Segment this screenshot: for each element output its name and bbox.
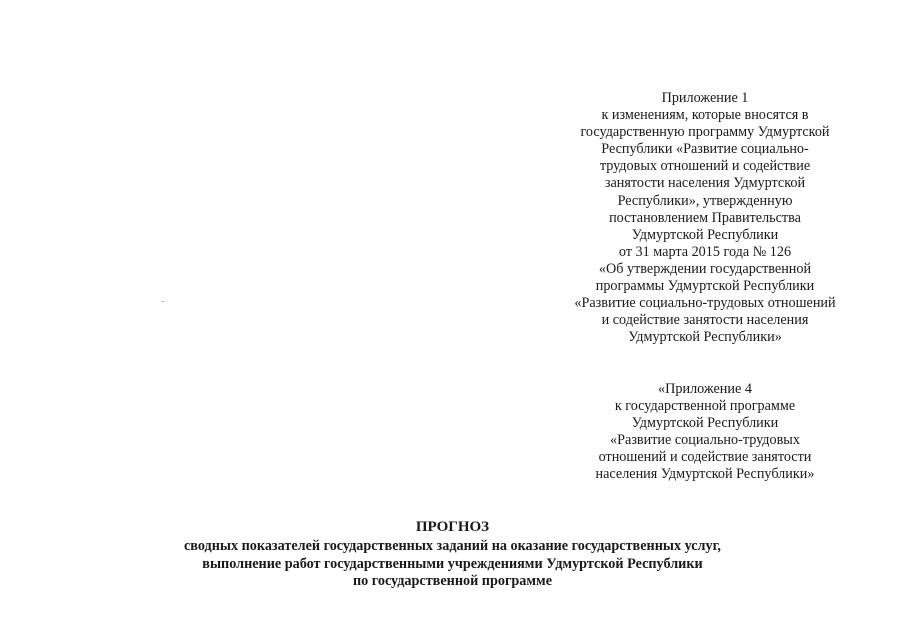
- appendix-1-line: трудовых отношений и содействие: [599, 158, 811, 175]
- appendix-1-line: «Развитие социально-трудовых отношений: [574, 295, 836, 312]
- appendix-1-line: Республики «Развитие социально-: [601, 141, 809, 158]
- appendix-1-line: государственную программу Удмуртской: [580, 124, 830, 141]
- appendix-4-block: [550, 381, 860, 484]
- appendix-1-line: к изменениям, которые вносятся в: [601, 107, 809, 124]
- appendix-1-line: постановлением Правительства: [609, 209, 801, 226]
- appendix-4-line: к государственной программе: [614, 398, 796, 415]
- appendix-1-line: Республики», утвержденную: [617, 192, 793, 209]
- document-subtitle-line: сводных показателей государственных заданий на оказание государственных услуг,: [184, 538, 721, 555]
- appendix-4-line: «Развитие социально-трудовых: [610, 432, 800, 449]
- appendix-1-line: от 31 марта 2015 года № 126: [618, 243, 792, 260]
- appendix-4-line: отношений и содействие занятости: [598, 449, 812, 466]
- appendix-1-line: Приложение 1: [661, 90, 749, 106]
- scan-artifact-mark: [162, 301, 164, 302]
- document-title: ПРОГНОЗ: [415, 519, 490, 535]
- appendix-1-line: Удмуртской Республики»: [628, 329, 782, 346]
- forecast-heading: [0, 519, 905, 590]
- appendix-4-line: «Приложение 4: [658, 381, 752, 397]
- appendix-1-block: [550, 90, 860, 346]
- document-subtitle-line: по государственной программе: [352, 572, 553, 589]
- appendix-1-line: программы Удмуртской Республики: [595, 278, 815, 295]
- appendix-1-line: «Об утверждении государственной: [598, 260, 812, 277]
- document-subtitle-line: выполнение работ государственными учреждениями Удмуртской Республики: [202, 555, 703, 572]
- appendix-1-line: занятости населения Удмуртской: [604, 175, 806, 192]
- appendix-1-line: Удмуртской Республики: [631, 226, 779, 243]
- appendix-4-line: населения Удмуртской Республики»: [595, 466, 815, 483]
- appendix-4-line: Удмуртской Республики: [631, 415, 779, 432]
- appendix-1-line: и содействие занятости населения: [601, 312, 809, 329]
